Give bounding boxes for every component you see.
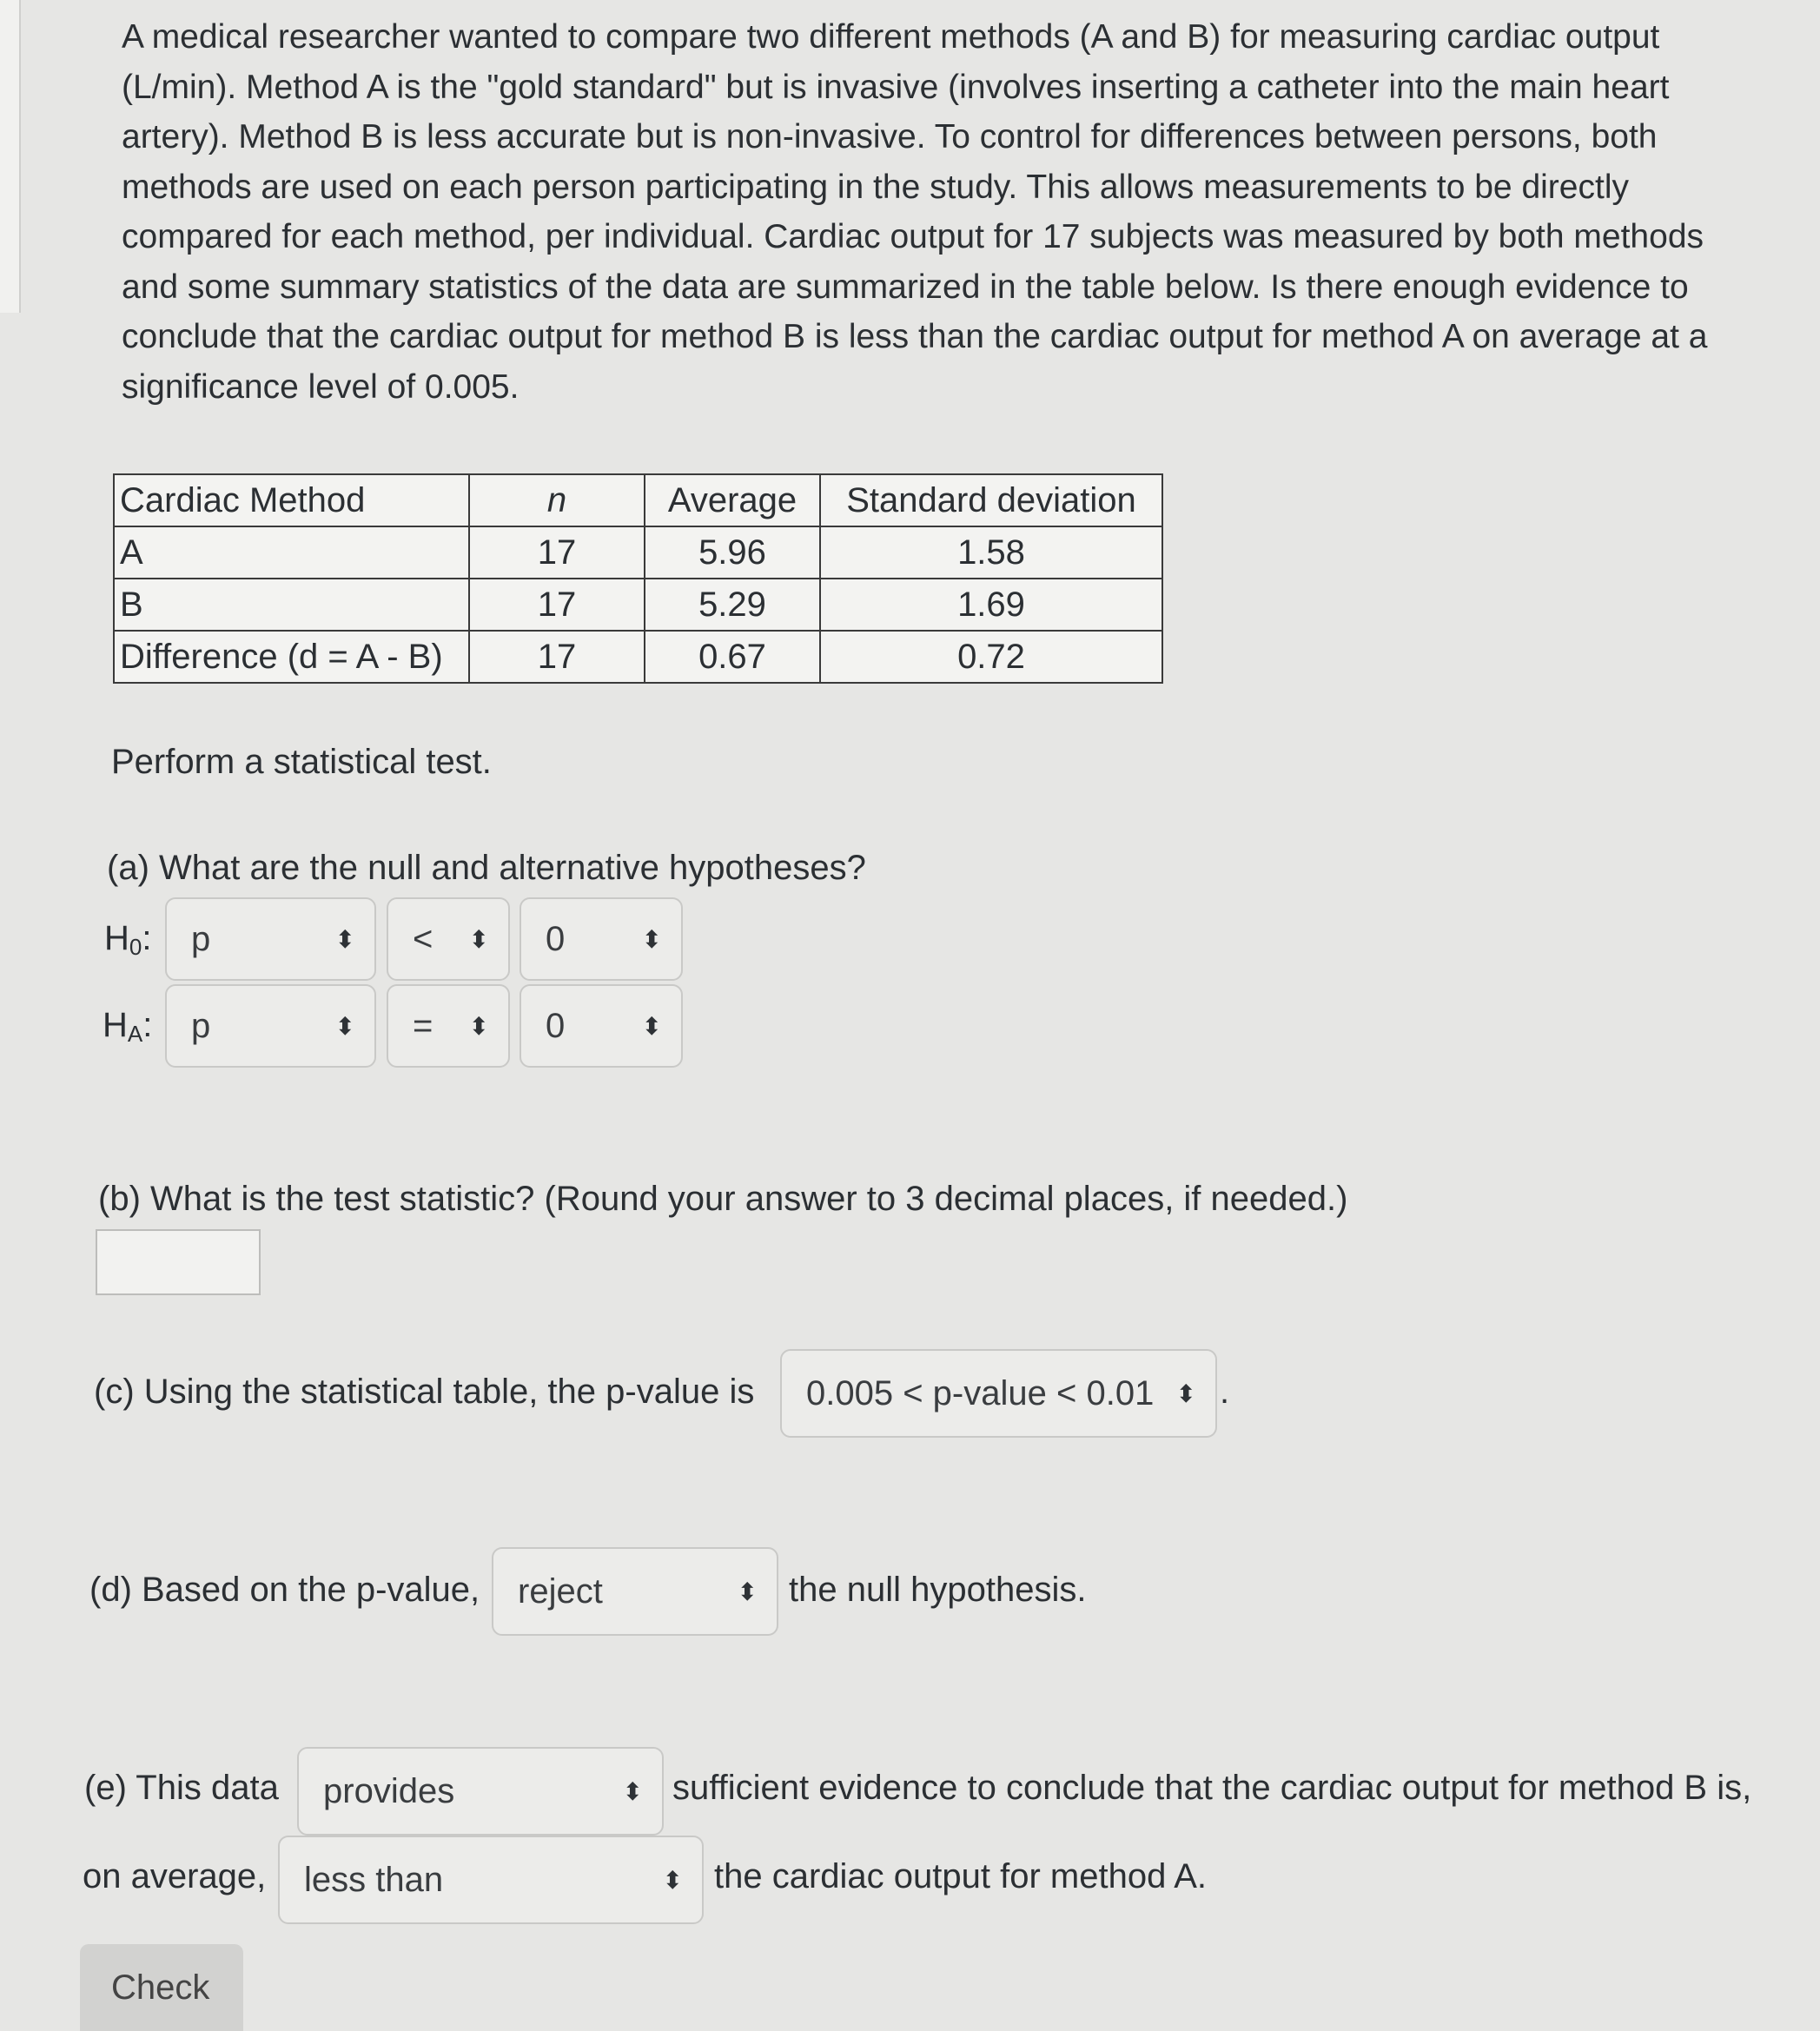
- table-cell: 17: [469, 631, 645, 683]
- updown-arrow-icon: ⬍: [468, 925, 489, 953]
- table-header: Cardiac Method: [114, 474, 469, 526]
- h0-label: $H_0$:: [104, 919, 152, 960]
- selected-value: p: [191, 1006, 211, 1045]
- updown-arrow-icon: ⬍: [641, 1012, 662, 1040]
- p-value-select[interactable]: [780, 1349, 1217, 1438]
- part-b-question: (b) What is the test statistic? (Round your answer to 3 decimal places, if needed.): [98, 1180, 1348, 1218]
- table-cell: 17: [469, 526, 645, 579]
- table-cell: 0.72: [820, 631, 1162, 683]
- selected-value: p: [191, 919, 211, 958]
- table-header-row: [114, 474, 1162, 526]
- part-e-suffix: the cardiac output for method A.: [714, 1857, 1208, 1895]
- table-cell: B: [114, 579, 469, 631]
- part-d-prefix: (d) Based on the p-value,: [89, 1571, 480, 1609]
- table-cell: 1.69: [820, 579, 1162, 631]
- table-cell: 5.96: [645, 526, 820, 579]
- table-header: n: [469, 474, 645, 526]
- problem-text: A medical researcher wanted to compare two different methods (A and B) for measuring cardiac output (L/min). Method A is the "gold standard" but is invasive (involves inserting a catheter into the main heart artery). Method B is less accurate but is non-invasive. To control for differences between persons, both methods are used on each person participating in the study. This allows measurements to be directly compared for each method, per individual. Cardiac output for 17 subjects was measured by both methods and some summary statistics of the data are summarized in the table below. Is there enough evidence to conclude that the cardiac output for method B is less than the cardiac output for method A on average at a significance level of 0.005.: [122, 18, 1708, 406]
- selected-value: reject: [518, 1571, 603, 1611]
- h0-operator-select[interactable]: [387, 897, 510, 981]
- ha-value-select[interactable]: [520, 984, 683, 1068]
- ha-parameter-select[interactable]: [165, 984, 376, 1068]
- h0-value-select[interactable]: [520, 897, 683, 981]
- table-cell: A: [114, 526, 469, 579]
- updown-arrow-icon: ⬍: [1175, 1379, 1196, 1407]
- part-a-question: (a) What are the null and alternative hypotheses?: [107, 849, 866, 887]
- updown-arrow-icon: ⬍: [641, 925, 662, 953]
- comparison-select[interactable]: [278, 1836, 704, 1924]
- part-c-prefix: (c) Using the statistical table, the p-value is: [94, 1373, 755, 1411]
- table-row: [114, 526, 1162, 579]
- updown-arrow-icon: ⬍: [622, 1777, 643, 1805]
- ha-operator-select[interactable]: [387, 984, 510, 1068]
- updown-arrow-icon: ⬍: [334, 1012, 355, 1040]
- selected-value: =: [413, 1006, 433, 1045]
- table-header: Average: [645, 474, 820, 526]
- table-cell: 1.58: [820, 526, 1162, 579]
- selected-value: provides: [323, 1771, 455, 1810]
- table-cell: Difference (d = A - B): [114, 631, 469, 683]
- table-cell: 5.29: [645, 579, 820, 631]
- instruction-text: Perform a statistical test.: [111, 743, 492, 781]
- selected-value: 0: [546, 919, 566, 958]
- part-e-line2-prefix: on average,: [83, 1857, 267, 1895]
- selected-value: 0: [546, 1006, 566, 1045]
- ha-label: $H_A$:: [103, 1006, 153, 1047]
- check-button[interactable]: Check: [80, 1944, 243, 2031]
- updown-arrow-icon: ⬍: [737, 1578, 758, 1605]
- part-e-middle: sufficient evidence to conclude that the cardiac output for method B is,: [672, 1769, 1752, 1807]
- test-statistic-input[interactable]: [96, 1229, 261, 1295]
- selected-value: <: [413, 919, 433, 958]
- part-d-suffix: the null hypothesis.: [789, 1571, 1087, 1609]
- updown-arrow-icon: ⬍: [334, 925, 355, 953]
- table-row: [114, 631, 1162, 683]
- table-header: Standard deviation: [820, 474, 1162, 526]
- table-cell: 0.67: [645, 631, 820, 683]
- decision-select[interactable]: [492, 1547, 778, 1636]
- evidence-select[interactable]: [297, 1747, 664, 1836]
- table-cell: 17: [469, 579, 645, 631]
- updown-arrow-icon: ⬍: [468, 1012, 489, 1040]
- selected-value: 0.005 < p-value < 0.01: [806, 1373, 1155, 1412]
- left-panel-edge: [0, 0, 21, 313]
- part-e-prefix: (e) This data: [84, 1769, 279, 1807]
- selected-value: less than: [304, 1860, 444, 1899]
- part-c-suffix: .: [1220, 1373, 1230, 1411]
- h0-parameter-select[interactable]: [165, 897, 376, 981]
- summary-table: [113, 473, 1163, 684]
- updown-arrow-icon: ⬍: [662, 1866, 683, 1894]
- table-row: [114, 579, 1162, 631]
